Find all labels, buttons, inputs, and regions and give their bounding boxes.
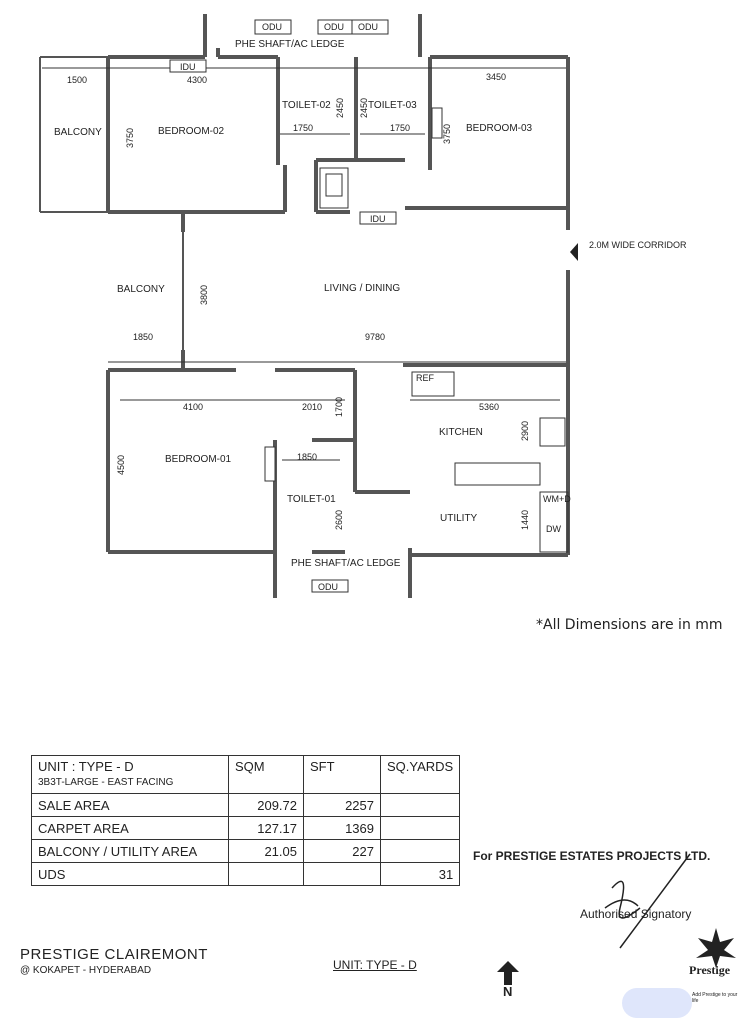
logo-tagline: Add Prestige to your life <box>692 992 738 1004</box>
logo-name: Prestige <box>689 963 731 977</box>
dim-1850b: 1850 <box>297 452 318 462</box>
table-row <box>32 794 460 817</box>
corridor-arrow-icon <box>570 243 578 261</box>
dim-2600: 2600 <box>334 509 344 530</box>
room-balcony-top: BALCONY <box>54 127 102 138</box>
unit-header-cell <box>32 756 229 794</box>
row-sqm: 127.17 <box>229 817 304 840</box>
dim-2900: 2900 <box>520 420 530 441</box>
row-sft: 1369 <box>304 817 381 840</box>
sqyards-header: SQ.YARDS <box>381 756 460 794</box>
room-toilet-02: TOILET-02 <box>282 100 331 111</box>
row-label: CARPET AREA <box>32 817 229 840</box>
company-line: For PRESTIGE ESTATES PROJECTS LTD. <box>473 849 711 863</box>
room-balcony-mid: BALCONY <box>117 284 165 295</box>
signature-scribble <box>590 848 700 958</box>
room-bedroom-02: BEDROOM-02 <box>158 126 225 137</box>
area-table <box>31 755 460 886</box>
odu-label-2: ODU <box>324 22 344 32</box>
sft-header: SFT <box>304 756 381 794</box>
unit-label: UNIT: TYPE - D <box>333 958 417 972</box>
table-row <box>32 863 460 886</box>
dim-4100: 4100 <box>183 402 204 412</box>
room-toilet-03: TOILET-03 <box>368 100 417 111</box>
dim-2450b: 2450 <box>359 97 369 118</box>
dim-1750b: 1750 <box>390 123 411 133</box>
row-label: UDS <box>32 863 229 886</box>
dim-2010: 2010 <box>302 402 323 412</box>
odu-label-1: ODU <box>262 22 282 32</box>
project-title: PRESTIGE CLAIREMONT <box>20 946 208 963</box>
dim-5360: 5360 <box>479 402 500 412</box>
room-living-dining: LIVING / DINING <box>324 283 401 294</box>
unit-header: UNIT : TYPE - D <box>38 759 134 774</box>
row-label: SALE AREA <box>32 794 229 817</box>
room-kitchen: KITCHEN <box>439 427 483 438</box>
dim-1700: 1700 <box>334 396 344 417</box>
dim-3800: 3800 <box>199 284 209 305</box>
dw-label: DW <box>546 524 561 534</box>
row-sqyards <box>381 794 460 817</box>
odu-label-3: ODU <box>358 22 378 32</box>
table-header-row <box>32 756 460 794</box>
row-label: BALCONY / UTILITY AREA <box>32 840 229 863</box>
dim-9780: 9780 <box>365 332 386 342</box>
row-sqyards <box>381 840 460 863</box>
table-row <box>32 840 460 863</box>
room-utility: UTILITY <box>440 513 478 524</box>
dim-4300: 4300 <box>187 75 208 85</box>
row-sft: 227 <box>304 840 381 863</box>
dim-4500: 4500 <box>116 454 126 475</box>
row-sqyards <box>381 817 460 840</box>
dimension-note: *All Dimensions are in mm <box>536 617 723 633</box>
table-row <box>32 817 460 840</box>
dim-3450: 3450 <box>486 72 507 82</box>
dim-1440: 1440 <box>520 509 530 530</box>
corridor-label: 2.0M WIDE CORRIDOR <box>589 240 687 250</box>
project-location: @ KOKAPET - HYDERABAD <box>20 965 152 976</box>
row-sqyards: 31 <box>381 863 460 886</box>
room-bedroom-03: BEDROOM-03 <box>466 123 533 134</box>
corner-blob <box>622 988 692 1018</box>
row-sqm: 209.72 <box>229 794 304 817</box>
row-sft <box>304 863 381 886</box>
signatory-label: Authorised Signatory <box>580 907 692 921</box>
wmd-label: WM+D <box>543 494 571 504</box>
ref-label: REF <box>416 373 434 383</box>
room-phe-bottom: PHE SHAFT/AC LEDGE <box>291 558 401 569</box>
north-label: N <box>503 984 513 999</box>
room-toilet-01: TOILET-01 <box>287 494 336 505</box>
idu-label-2: IDU <box>370 214 386 224</box>
dim-1750a: 1750 <box>293 123 314 133</box>
row-sqm: 21.05 <box>229 840 304 863</box>
dim-3750a: 3750 <box>125 127 135 148</box>
unit-subtitle: 3B3T-LARGE - EAST FACING <box>38 777 174 788</box>
room-bedroom-01: BEDROOM-01 <box>165 454 232 465</box>
room-phe-top: PHE SHAFT/AC LEDGE <box>235 39 345 50</box>
idu-label-1: IDU <box>180 62 196 72</box>
sqm-header: SQM <box>229 756 304 794</box>
dim-3750b: 3750 <box>442 123 452 144</box>
dim-2450a: 2450 <box>335 97 345 118</box>
dim-1850a: 1850 <box>133 332 154 342</box>
row-sqm <box>229 863 304 886</box>
dim-1500: 1500 <box>67 75 88 85</box>
row-sft: 2257 <box>304 794 381 817</box>
odu-label-4: ODU <box>318 582 338 592</box>
